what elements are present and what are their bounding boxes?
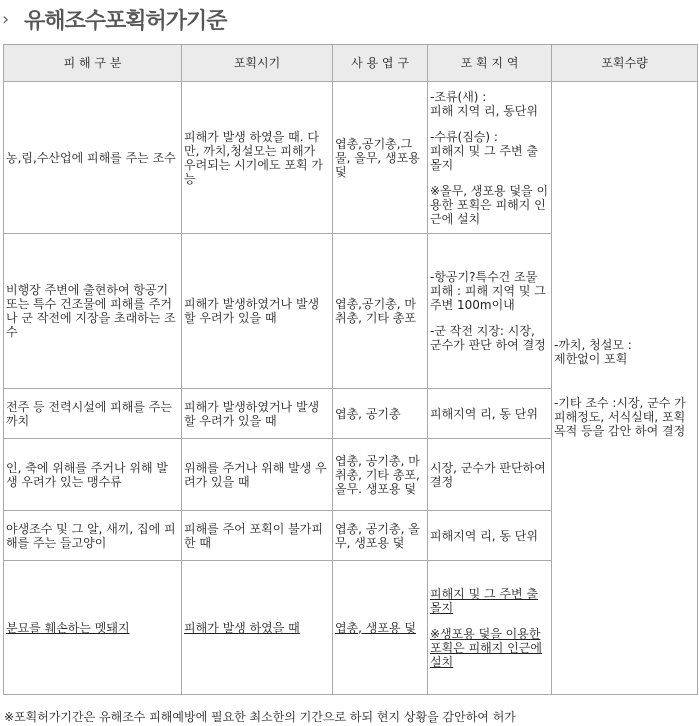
quantity-line: -까치, 청설모 : [554,338,632,352]
header-capture-area: 포 획 지 역 [428,45,552,82]
cell-area [428,234,552,389]
cell-season: 피해가 발생하였거나 발생할 우려가 있을 때 [182,234,333,389]
quantity-line: -기타 조수 :시장, 군수 가 피해정도, 서식실태, 포획 목적 등을 감안 하여 결정 [554,396,686,438]
cell-area: 피해지역 리, 동 단위 [428,389,552,439]
header-hunting-tools: 사 용 엽 구 [333,45,428,82]
cell-season: 피해가 발생하였거나 발생할 우려가 있을 때 [182,389,333,439]
table-header-row [4,45,698,82]
area-line: 피해지 및 그 주변 출몰지 [430,143,538,172]
cell-area: 시장, 군수가 판단하여 결정 [428,439,552,511]
area-line: -조류(새) : [430,89,487,104]
page-title: 유해조수포획허가기준 [24,9,227,34]
cell-area [428,82,552,234]
footnote: ※포획허가기간은 유해조수 피해예방에 필요한 최소한의 기간으로 하되 현지 상황을 감안하여 허가 [4,710,516,724]
cell-season: 피해가 발생 하였을 때. 다만, 까치,청설모는 피해가 우려되는 시기에도 포획 가능 [182,82,333,234]
cell-area: 피해지역 리, 동 단위 [428,511,552,561]
cell-category: 농,림,수산업에 피해를 주는 조수 [4,82,182,234]
area-line: -군 작전 지장: 시장, 군수가 판단 하여 결정 [430,324,546,352]
area-line: -수류(짐승) : [430,129,498,144]
chevron-right-icon: › [2,9,10,30]
area-line: -항공기?특수건 조물 피해 : 피해 지역 및 그 주변 100m이내 [430,270,546,312]
area-note: ※생포용 덫을 이용한 포획은 피해지 인근에 설치 [430,626,542,669]
area-note: ※올무, 생포용 덫을 이용한 포획은 피해지 인근에 설치 [430,183,549,226]
header-capture-season: 포획시기 [182,45,333,82]
cell-season: 위해를 주거나 위해 발생 우려가 있을 때 [182,439,333,511]
cell-tools: 엽총, 공기총, 올무, 생포용 덫 [333,511,428,561]
cell-tools: 엽총, 공기총, 마취총, 기타 총포, 올무. 생포용 덫 [333,439,428,511]
cell-quantity [552,82,698,695]
header-capture-quantity: 포획수량 [552,45,698,82]
cell-tools: 엽총, 공기총 [333,389,428,439]
header-damage-category: 피 해 구 분 [4,45,182,82]
cell-category: 야생조수 및 그 알, 새끼, 집에 피해를 주는 들고양이 [4,511,182,561]
table-row [4,82,698,234]
cell-category: 인, 축에 위해를 주거나 위해 발생 우려가 있는 맹수류 [4,439,182,511]
cell-tools: 엽총, 생포용 덫 [333,561,428,695]
area-line: 피해지 및 그 주변 출몰지 [430,586,538,615]
cell-season: 피해를 주어 포획이 불가피한 때 [182,511,333,561]
area-line: 피해 지역 리, 동단위 [430,103,538,118]
quantity-line: 제한없이 포획 [554,352,628,366]
cell-category: 분묘를 훼손하는 멧돼지 [4,561,182,695]
cell-tools: 엽총,공기총, 마취총, 기타 총포 [333,234,428,389]
cell-area [428,561,552,695]
permit-criteria-table [3,44,698,695]
title-bar [0,0,699,42]
cell-category: 전주 등 전력시설에 피해를 주는 까치 [4,389,182,439]
cell-category: 비행장 주변에 출현하여 항공기 또는 특수 건조물에 피해를 주거나 군 작전에 지장을 초래하는 조수 [4,234,182,389]
cell-tools: 엽총,공기총,그물, 올무, 생포용 덫 [333,82,428,234]
cell-season: 피해가 발생 하였을 때 [182,561,333,695]
